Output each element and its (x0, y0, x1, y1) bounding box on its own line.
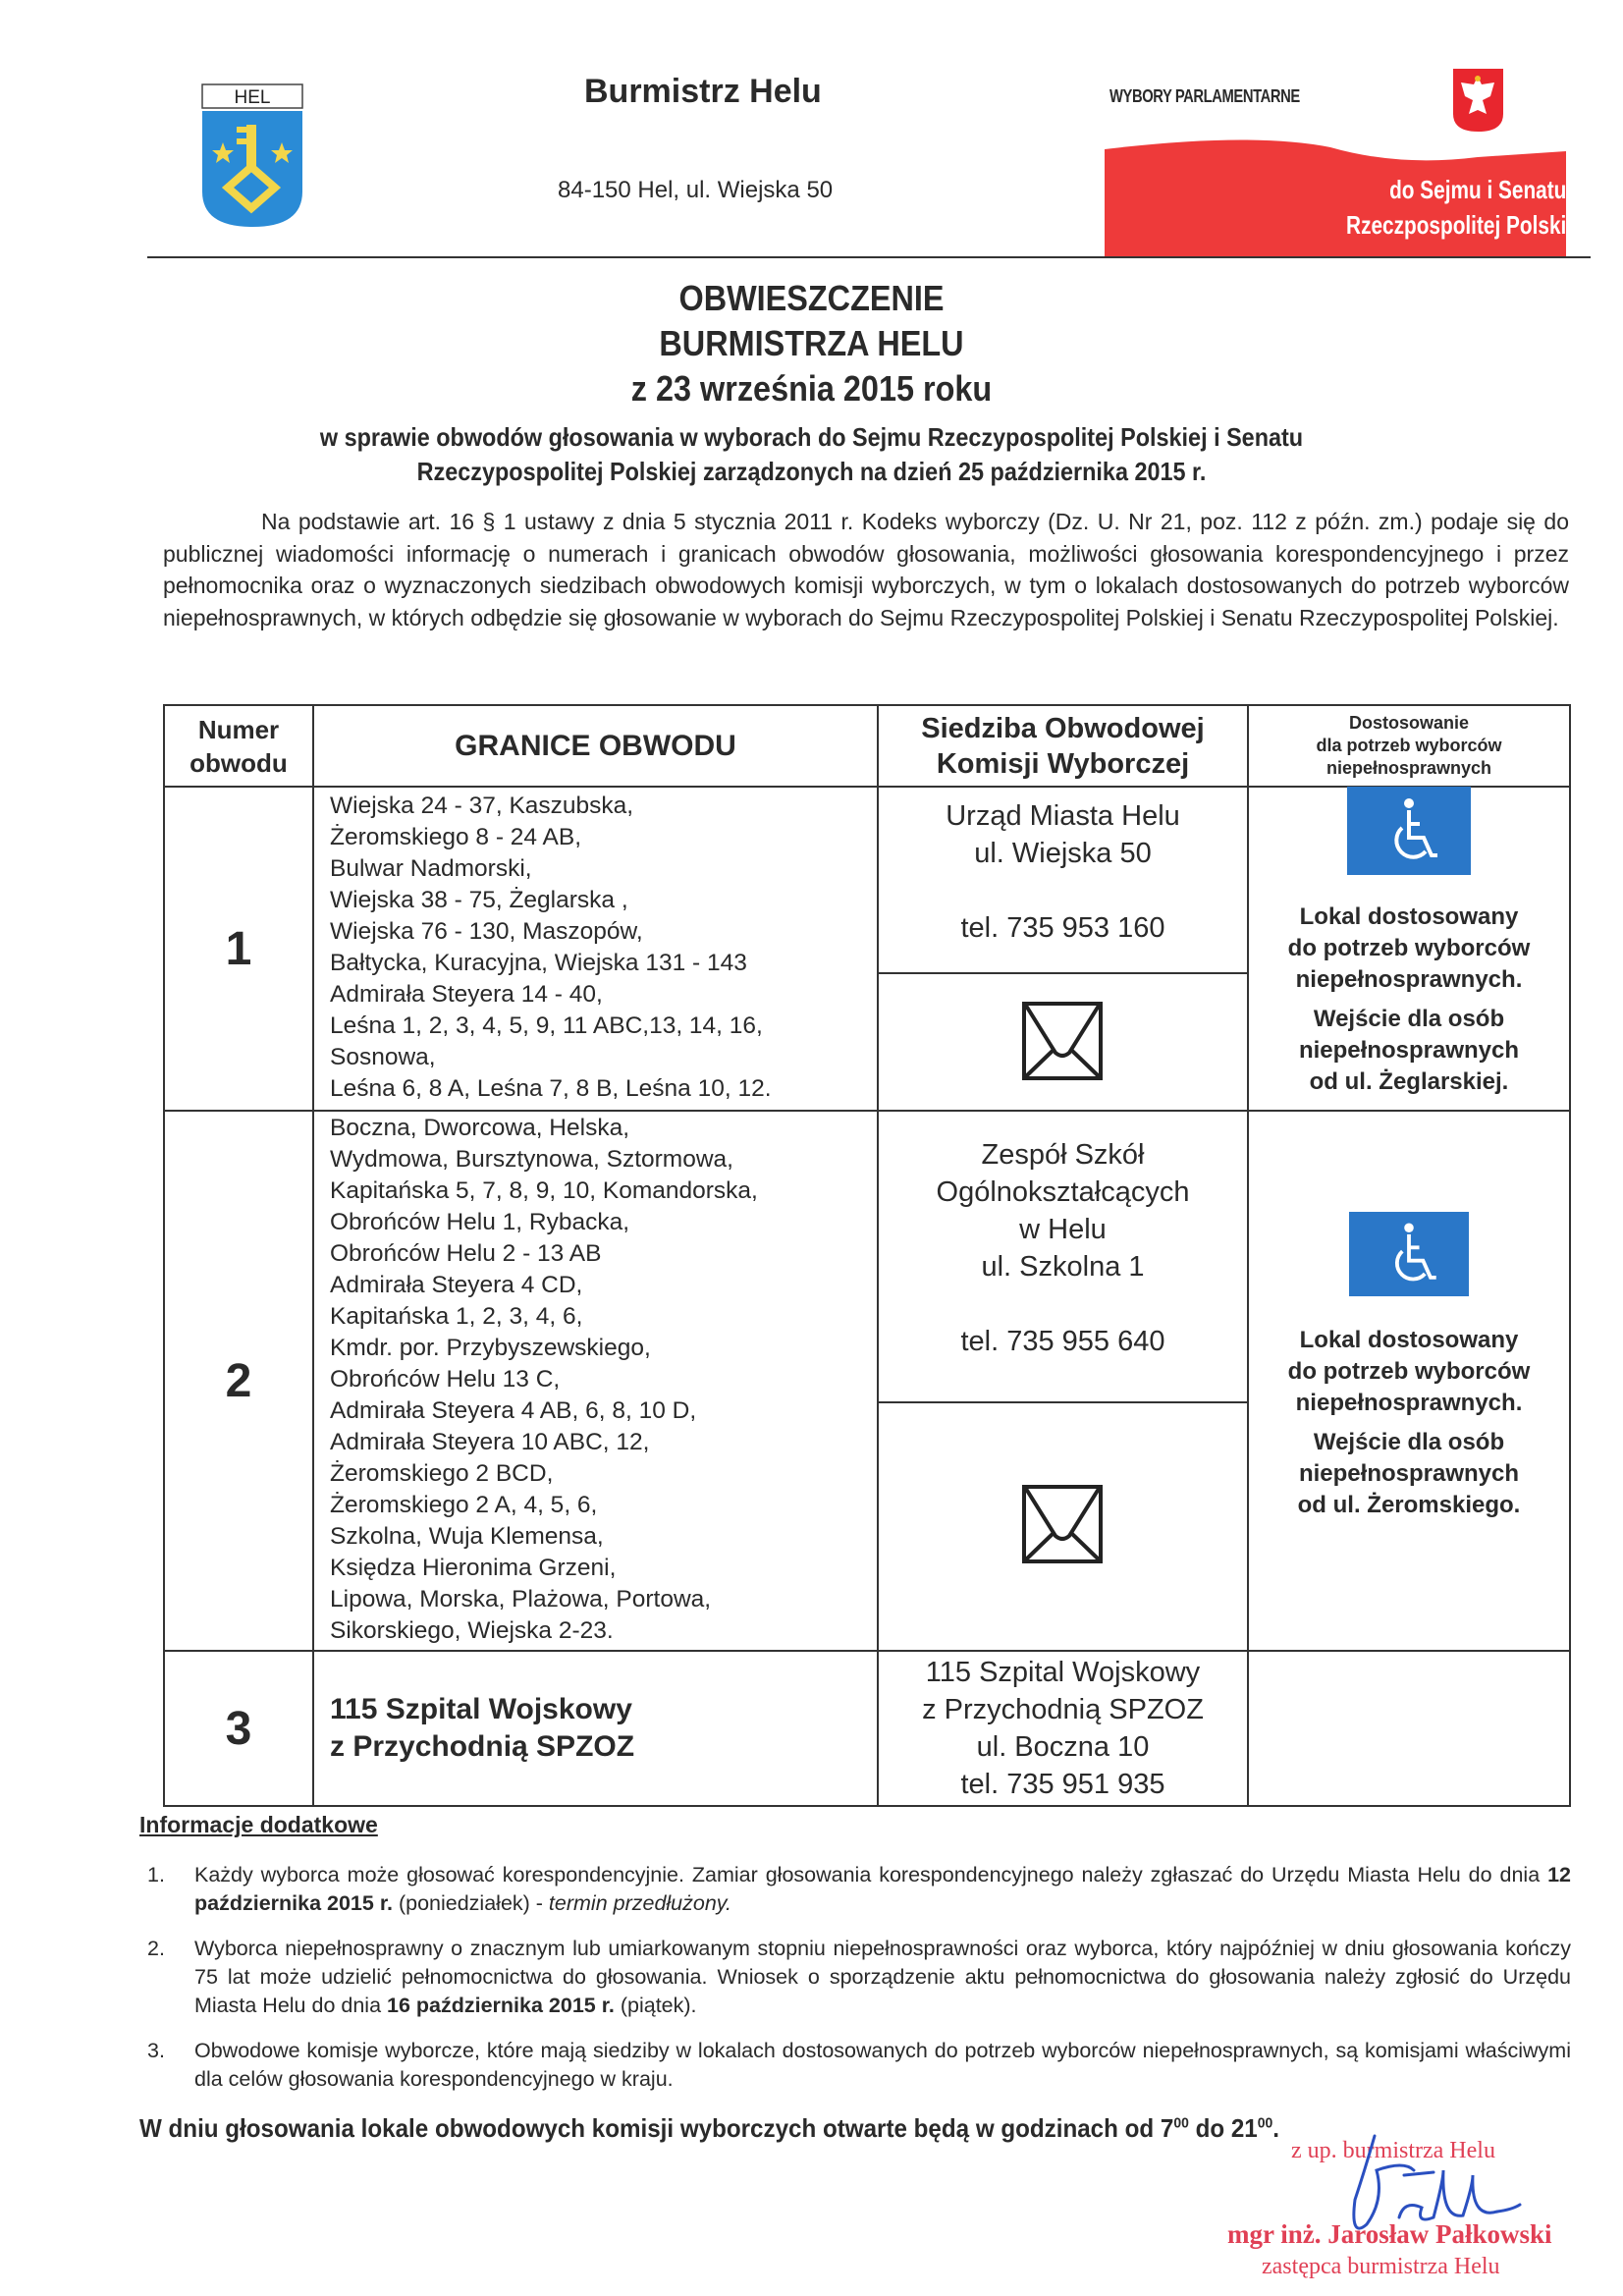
text-line: Ogólnokształcących (936, 1176, 1190, 1208)
document-date: z 23 września 2015 roku (630, 368, 993, 409)
text-line: Urząd Miasta Helu (946, 800, 1180, 832)
hel-coat-of-arms-icon (201, 83, 303, 229)
hours-from-minutes: 00 (1173, 2114, 1189, 2132)
accessible-entrance-note (1249, 1427, 1569, 1521)
hours-to: 21 (1230, 2113, 1258, 2143)
header-dost-line3: niepełnosprawnych (1325, 758, 1492, 778)
info-item-number: 2. (147, 1937, 165, 1960)
voting-districts-table (163, 704, 1571, 1807)
header-numer-line2: obwodu (189, 747, 288, 778)
text-line: niepełnosprawnych. (1295, 1390, 1523, 1416)
text-line: Bałtycka, Kuracyjna, Wiejska 131 - 143 (330, 950, 747, 976)
text-line: od ul. Żeromskiego. (1297, 1492, 1521, 1518)
accessibility-note (1249, 902, 1569, 996)
text-line: Kmdr. por. Przybyszewskiego, (330, 1335, 651, 1361)
signatory-role: zastępca burmistrza Helu (1262, 2254, 1500, 2279)
text-line: ul. Wiejska 50 (974, 838, 1152, 869)
hours-end: . (1272, 2113, 1279, 2143)
header-siedziba-line1: Siedziba Obwodowej (921, 712, 1205, 744)
text-line: Obrońców Helu 1, Rybacka, (330, 1209, 630, 1235)
handwritten-signature (1306, 2131, 1532, 2259)
district-streets (330, 1652, 875, 1805)
text-line: do potrzeb wyborców (1287, 1358, 1531, 1385)
text-line: z Przychodnią SPZOZ (330, 1730, 635, 1763)
text-line: Bulwar Nadmorski, (330, 855, 532, 882)
text-line: Kapitańska 1, 2, 3, 4, 6, (330, 1303, 583, 1330)
polish-eagle-emblem-icon (1451, 67, 1505, 134)
document-issuer: BURMISTRZA HELU (659, 323, 964, 363)
commission-seat (879, 797, 1247, 945)
document-title: OBWIESZCZENIE (678, 278, 945, 318)
text-line: Leśna 1, 2, 3, 4, 5, 9, 11 ABC,13, 14, 16, (330, 1012, 763, 1039)
header-divider (147, 256, 1591, 258)
info-deadline: 16 października 2015 r. (387, 1994, 615, 2017)
text-line: Admirała Steyera 14 - 40, (330, 981, 603, 1008)
opening-hours-note (139, 2113, 1279, 2144)
intro-paragraph: Na podstawie art. 16 § 1 ustawy z dnia 5 stycznia 2011 r. Kodeks wyborczy (Dz. U. Nr 21, poz. 112 z późn. zm.) podaje się do publicznej wiadomości informację o numerach i granicach obwodów głosowania, możliwości głosowania korespondencyjnego i przez pełnomocnika oraz o wyznaczonych siedzibach obwodowych komisji wyborczych, w tym o lokalach dostosowanych do potrzeb wyborców niepełnosprawnych, w których odbędzie się głosowanie w wyborach do Sejmu Rzeczypospolitej Polskiej i Senatu Rzeczypospolitej Polskiej. (163, 509, 1569, 630)
wheelchair-icon (1349, 1212, 1469, 1296)
accessible-entrance-note (1249, 1004, 1569, 1098)
text-line: Żeromskiego 8 - 24 AB, (330, 824, 582, 850)
commission-seat (879, 1652, 1247, 1805)
text-line (1058, 1285, 1066, 1323)
text-line: Obrońców Helu 2 - 13 AB (330, 1240, 602, 1267)
issuer-title: Burmistrz Helu (584, 73, 822, 110)
info-item-text: Obwodowe komisje wyborcze, które mają siedziby w lokalach dostosowanych do potrzeb wyborców niepełnosprawnych, są komisjami właściwymi dla celów głosowania korespondencyjnego w kraju. (194, 2039, 1571, 2091)
text-line: Lokal dostosowany (1299, 1327, 1519, 1353)
header-dostosowanie (1249, 706, 1569, 786)
text-line: Żeromskiego 2 A, 4, 5, 6, (330, 1492, 598, 1518)
header-dost-line1: Dostosowanie (1348, 713, 1470, 733)
hours-text: W dniu głosowania lokale obwodowych komisji wyborczych otwarte będą w godzinach od (139, 2113, 1161, 2143)
header-siedziba (879, 706, 1247, 786)
header-numer-line1: Numer (197, 714, 280, 744)
text-line: ul. Boczna 10 (976, 1731, 1150, 1763)
info-item-number: 1. (147, 1863, 165, 1886)
banner-title: WYBORY PARLAMENTARNE (1109, 86, 1300, 106)
info-text-part: (poniedziałek) - (392, 1891, 549, 1915)
text-line: tel. 735 955 640 (960, 1326, 1165, 1357)
commission-seat (879, 1136, 1247, 1401)
info-item-text (194, 1861, 1571, 1918)
text-line: Wiejska 38 - 75, Żeglarska , (330, 887, 628, 913)
issuer-address: 84-150 Hel, ul. Wiejska 50 (558, 177, 834, 203)
text-line: 115 Szpital Wojskowy (330, 1693, 632, 1725)
header-siedziba-line2: Komisji Wyborczej (936, 747, 1190, 780)
text-line: niepełnosprawnych. (1295, 966, 1523, 993)
text-line: Żeromskiego 2 BCD, (330, 1460, 554, 1487)
text-line: od ul. Żeglarskiej. (1309, 1068, 1509, 1095)
text-line: niepełnosprawnych (1298, 1037, 1520, 1064)
text-line: tel. 735 951 935 (960, 1769, 1165, 1800)
text-line: Wiejska 76 - 130, Maszopów, (330, 918, 643, 945)
text-line: Admirała Steyera 4 CD, (330, 1272, 583, 1298)
info-item (147, 1935, 1571, 2020)
text-line: niepełnosprawnych (1298, 1460, 1520, 1487)
text-line: Sikorskiego, Wiejska 2-23. (330, 1617, 614, 1644)
banner-line1: do Sejmu i Senatu (1388, 175, 1566, 204)
hours-to-minutes: 00 (1257, 2114, 1273, 2132)
text-line: w Helu (1019, 1214, 1107, 1245)
hours-from: 7 (1160, 2113, 1174, 2143)
text-line: z Przychodnią SPZOZ (922, 1694, 1204, 1725)
accessibility-empty-cell (1249, 1652, 1569, 1805)
info-item-number: 3. (147, 2039, 165, 2062)
info-item (147, 1861, 1571, 1918)
signatory-name: mgr inż. Jarosław Pałkowski (1227, 2219, 1552, 2249)
text-line: Wydmowa, Bursztynowa, Sztormowa, (330, 1146, 733, 1173)
text-line: Księdza Hieronima Grzeni, (330, 1555, 617, 1581)
text-line (1058, 872, 1066, 909)
text-line: Wejście dla osób (1313, 1429, 1505, 1455)
text-line: Sosnowa, (330, 1044, 436, 1070)
document-subject-line1: w sprawie obwodów głosowania w wyborach do Sejmu Rzeczypospolitej Polskiej i Senatu (319, 422, 1304, 452)
info-item (147, 2037, 1571, 2094)
text-line: Obrońców Helu 13 C, (330, 1366, 561, 1393)
district-number: 1 (225, 922, 252, 975)
text-line: tel. 735 953 160 (960, 912, 1165, 944)
text-line: Boczna, Dworcowa, Helska, (330, 1115, 630, 1141)
info-deadline: 12 października 2015 r. (194, 1863, 1571, 1915)
wheelchair-icon (1347, 787, 1471, 875)
info-extension-note: termin przedłużony. (548, 1891, 731, 1915)
text-line: Wiejska 24 - 37, Kaszubska, (330, 793, 634, 819)
text-line: Admirała Steyera 10 ABC, 12, (330, 1429, 650, 1455)
text-line: Kapitańska 5, 7, 8, 9, 10, Komandorska, (330, 1177, 758, 1204)
info-text-part: (piątek). (614, 1994, 697, 2017)
additional-info-heading: Informacje dodatkowe (139, 1812, 378, 1837)
text-line: do potrzeb wyborców (1287, 935, 1531, 961)
banner-line2: Rzeczpospolitej Polski (1345, 210, 1566, 240)
hours-connector: do (1188, 2113, 1231, 2143)
envelope-icon (1022, 1002, 1103, 1080)
envelope-icon (1022, 1485, 1103, 1563)
district-number: 2 (225, 1354, 252, 1407)
text-line: Leśna 6, 8 A, Leśna 7, 8 B, Leśna 10, 12. (330, 1075, 772, 1102)
text-line: Lipowa, Morska, Plażowa, Portowa, (330, 1586, 712, 1613)
info-text-part: Wyborca niepełnosprawny o znacznym lub umiarkowanym stopniu niepełnosprawności oraz wyborca, który najpóźniej w dniu głosowania kończy 75 lat może udzielić pełnomocnictwa do głosowania. Wniosek o sporządzenie aktu pełnomocnictwa do głosowania należy zgłosić do Urzędu Miasta Helu do dnia (194, 1937, 1571, 2017)
accessibility-note (1249, 1325, 1569, 1419)
info-text-part: Każdy wyborca może głosować korespondencyjnie. Zamiar głosowania korespondencyjnego należy zgłaszać do Urzędu Miasta Helu do dnia (194, 1863, 1548, 1886)
signature-stamp-line1: z up. burmistrza Helu (1291, 2138, 1495, 2163)
header-granice-obwodu: GRANICE OBWODU (455, 729, 736, 762)
text-line: Lokal dostosowany (1299, 903, 1519, 930)
text-line: Admirała Steyera 4 AB, 6, 8, 10 D, (330, 1397, 697, 1424)
header-numer-obwodu (165, 706, 312, 786)
district-streets (330, 1113, 870, 1647)
text-line: Zespół Szkół (981, 1139, 1145, 1171)
document-subject-line2: Rzeczypospolitej Polskiej zarządzonych na dzień 25 października 2015 r. (416, 457, 1207, 486)
text-line: Wejście dla osób (1313, 1006, 1505, 1032)
info-item-text (194, 1935, 1571, 2020)
text-line: 115 Szpital Wojskowy (925, 1657, 1201, 1688)
district-streets (330, 791, 870, 1105)
text-line: Szkolna, Wuja Klemensa, (330, 1523, 604, 1550)
text-line: ul. Szkolna 1 (981, 1251, 1145, 1283)
crest-label: HEL (234, 87, 271, 108)
district-number: 3 (225, 1702, 252, 1755)
header-dost-line2: dla potrzeb wyborców (1316, 736, 1502, 755)
